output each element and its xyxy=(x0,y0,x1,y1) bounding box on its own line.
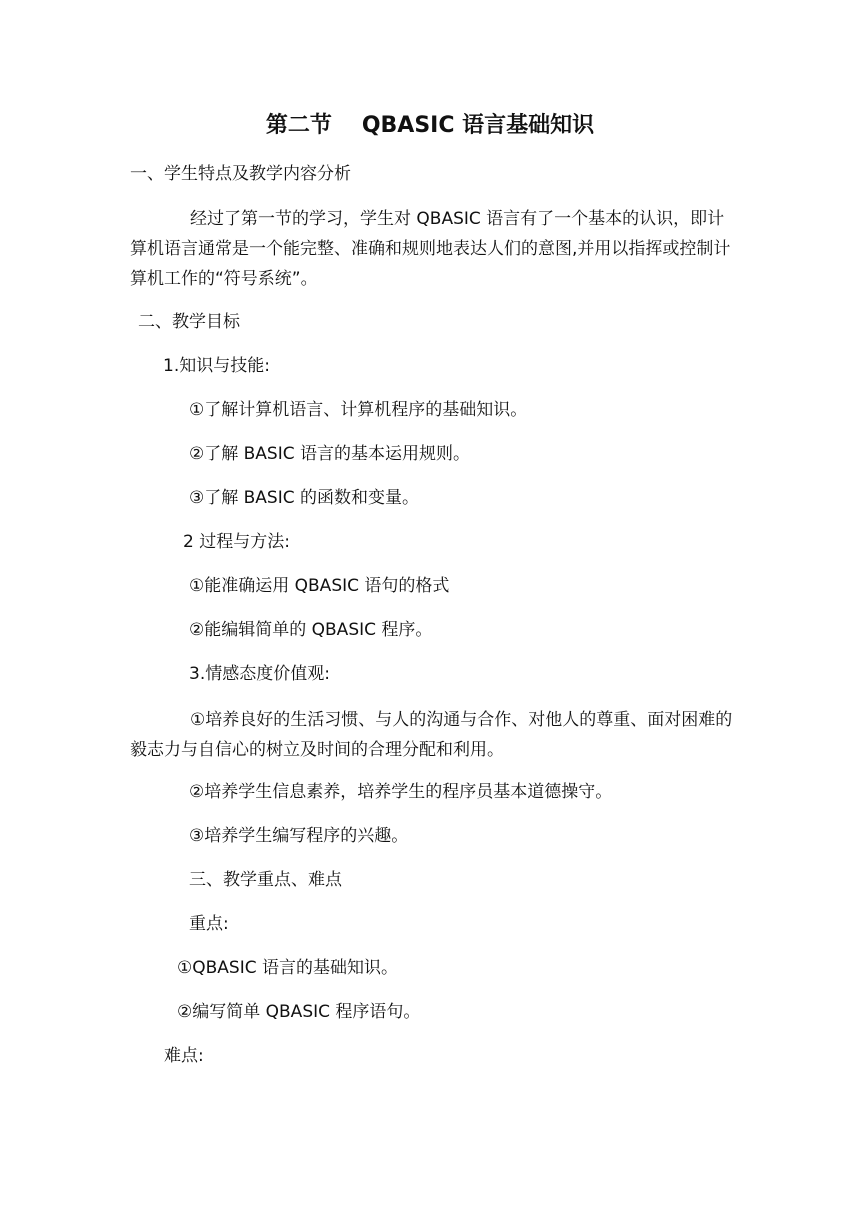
difficulty-label: 难点: xyxy=(164,1046,204,1066)
section2-heading: 二、教学目标 xyxy=(138,312,240,332)
sub3-item: ③培养学生编写程序的兴趣。 xyxy=(189,826,409,846)
title-main: QBASIC 语言基础知识 xyxy=(361,113,595,138)
sub3-item: ②培养学生信息素养，培养学生的程序员基本道德操守。 xyxy=(189,782,613,802)
key-point-item: ①QBASIC 语言的基础知识。 xyxy=(177,958,398,978)
sub3-label: 3.情感态度价值观: xyxy=(189,664,330,684)
sub1-item: ②了解 BASIC 语言的基本运用规则。 xyxy=(189,444,471,464)
sub1-item: ①了解计算机语言、计算机程序的基础知识。 xyxy=(189,400,528,420)
key-point-item: ②编写简单 QBASIC 程序语句。 xyxy=(177,1002,421,1022)
title-prefix: 第二节 xyxy=(265,113,332,138)
section3-heading: 三、教学重点、难点 xyxy=(189,870,342,890)
sub2-item: ②能编辑简单的 QBASIC 程序。 xyxy=(189,620,433,640)
key-points-label: 重点: xyxy=(189,914,229,934)
sub2-item: ①能准确运用 QBASIC 语句的格式 xyxy=(189,576,450,596)
sub2-label: 2 过程与方法: xyxy=(183,532,290,552)
sub1-item: ③了解 BASIC 的函数和变量。 xyxy=(189,488,420,508)
section1-paragraph: 经过了第一节的学习，学生对 QBASIC 语言有了一个基本的认识，即计算机语言通常是一个能完整、准确和规则地表达人们的意图,并用以指挥或控制计算机工作的“符号系统”。 xyxy=(130,209,731,289)
page-title xyxy=(0,112,860,140)
section1-heading: 一、学生特点及教学内容分析 xyxy=(130,164,351,184)
sub3-item: ①培养良好的生活习惯、与人的沟通与合作、对他人的尊重、面对困难的毅志力与自信心的树立及时间的合理分配和利用。 xyxy=(130,710,733,760)
sub1-label: 1.知识与技能: xyxy=(163,356,270,376)
